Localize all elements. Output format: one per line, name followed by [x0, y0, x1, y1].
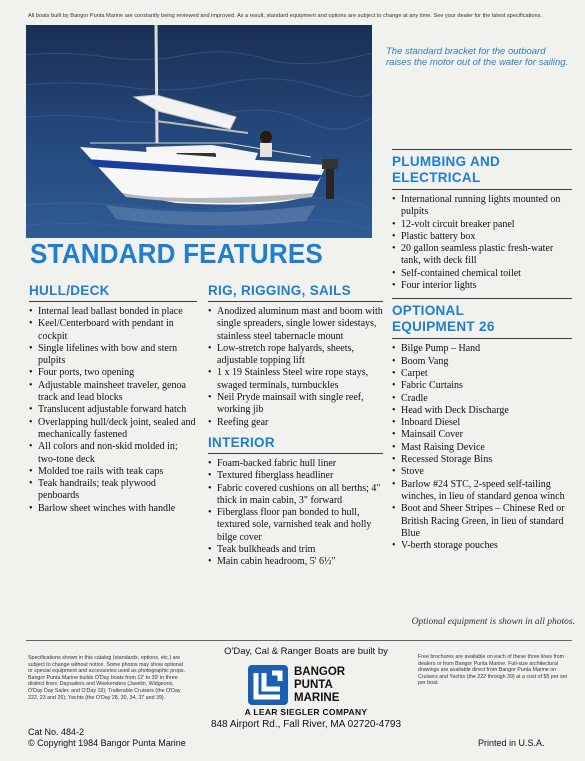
- feature-item: • Fabric covered cushions on all berths; 4" thick in main cabin, 3" forward: [208, 483, 383, 508]
- sailboat-photo: [26, 25, 372, 238]
- photo-caption: The standard bracket for the outboard raises the motor out of the water for sailing.: [386, 46, 569, 68]
- divider: [208, 301, 383, 302]
- divider: [392, 149, 572, 150]
- page-title: STANDARD FEATURES: [30, 238, 323, 269]
- company-line: A LEAR SIEGLER COMPANY: [244, 707, 368, 717]
- feature-item: • Overlapping hull/deck joint, sealed and mechanically fastened: [29, 417, 197, 442]
- feature-item: • Four ports, two opening: [29, 367, 197, 379]
- feature-item: • Head with Deck Discharge: [392, 405, 572, 417]
- hull-deck-heading: HULL/DECK: [29, 283, 110, 298]
- copyright: © Copyright 1984 Bangor Punta Marine: [28, 738, 186, 748]
- feature-item: • Barlow sheet winches with handle: [29, 503, 197, 515]
- feature-item: • Adjustable mainsheet traveler, genoa track and lead blocks: [29, 380, 197, 405]
- feature-item: • Teak bulkheads and trim: [208, 544, 383, 556]
- feature-item: • Anodized aluminum mast and boom with single spreaders, single lower sidestays, stainless steel tabernacle mount: [208, 306, 383, 343]
- hull-deck-section: [29, 283, 197, 515]
- disclaimer-text: All boats built by Bangor Punta Marine are constantly being reviewed and improved. As a result, standard equipment and options are subject to change at any time. See your dealer for the latest specifications.: [28, 13, 542, 19]
- plumbing-list: [392, 194, 572, 292]
- feature-item: • V-berth storage pouches: [392, 540, 572, 552]
- feature-item: • 12-volt circuit breaker panel: [392, 219, 572, 231]
- feature-item: • Plastic battery box: [392, 231, 572, 243]
- feature-item: • Mast Raising Device: [392, 442, 572, 454]
- feature-item: • Low-stretch rope halyards, sheets, adjustable topping lift: [208, 343, 383, 368]
- feature-item: • Fabric Curtains: [392, 380, 572, 392]
- feature-item: • Textured fiberglass headliner: [208, 470, 383, 482]
- bangor-punta-logo: [246, 663, 356, 709]
- optional-note: Optional equipment is shown in all photos.: [411, 617, 575, 627]
- feature-item: • Internal lead ballast bonded in place: [29, 306, 197, 318]
- printed-in: Printed in U.S.A.: [478, 738, 545, 748]
- rig-heading: RIG, RIGGING, SAILS: [208, 283, 351, 298]
- feature-item: • 20 gallon seamless plastic fresh-water tank, with deck fill: [392, 243, 572, 268]
- address-line: 848 Airport Rd., Fall River, MA 02720-4793: [210, 719, 402, 730]
- feature-item: • Teak handrails; teak plywood penboards: [29, 478, 197, 503]
- logo-line-3: MARINE: [294, 692, 340, 704]
- feature-item: • Stove: [392, 466, 572, 478]
- optional-heading-line2: EQUIPMENT 26: [392, 319, 495, 335]
- divider: [392, 338, 572, 339]
- logo-line-2: PUNTA: [294, 679, 333, 691]
- feature-item: • Inboard Diesel: [392, 417, 572, 429]
- feature-item: • Self-contained chemical toilet: [392, 268, 572, 280]
- feature-item: • Foam-backed fabric hull liner: [208, 458, 383, 470]
- feature-item: • Four interior lights: [392, 280, 572, 292]
- interior-list: [208, 458, 383, 569]
- feature-item: • International running lights mounted on pulpits: [392, 194, 572, 219]
- rig-section: [208, 283, 383, 569]
- feature-item: • Molded toe rails with teak caps: [29, 466, 197, 478]
- plumbing-section: [392, 149, 572, 552]
- feature-item: • 1 x 19 Stainless Steel wire rope stays, swaged terminals, turnbuckles: [208, 367, 383, 392]
- builders-line: O'Day, Cal & Ranger Boats are built by: [224, 646, 388, 657]
- feature-item: • Recessed Storage Bins: [392, 454, 572, 466]
- divider: [208, 453, 383, 454]
- feature-item: • Fiberglass floor pan bonded to hull, textured sole, varnished teak and holly bilge cover: [208, 507, 383, 544]
- divider: [29, 301, 197, 302]
- feature-item: • All colors and non-skid molded in; two-tone deck: [29, 441, 197, 466]
- catalog-info: [28, 727, 186, 749]
- feature-item: • Single lifelines with bow and stern pulpits: [29, 343, 197, 368]
- feature-item: • Boot and Sheer Stripes – Chinese Red or British Racing Green, in lieu of standard Blue: [392, 503, 572, 540]
- feature-item: • Cradle: [392, 393, 572, 405]
- feature-item: • Main cabin headroom, 5' 6½": [208, 556, 383, 568]
- catalog-number: Cat No. 484-2: [28, 727, 85, 737]
- optional-heading-line1: OPTIONAL: [392, 303, 465, 319]
- sailboat-illustration: [26, 25, 372, 238]
- feature-item: • Mainsail Cover: [392, 429, 572, 441]
- feature-item: • Barlow #24 STC, 2-speed self-tailing winches, in lieu of standard genoa winch: [392, 479, 572, 504]
- feature-item: • Translucent adjustable forward hatch: [29, 404, 197, 416]
- feature-item: • Boom Vang: [392, 356, 572, 368]
- divider: [392, 189, 572, 190]
- interior-heading: INTERIOR: [208, 434, 275, 450]
- footer-fine-print-right: Free brochures are available on each of these three lines from dealers or from Bangor Punta Marine. Full-size architectural drawings are available direct from Bangor Punta Marine on Cruisers and Yachts (the 222 through 39) at a cost of $5 per set per boat.: [418, 654, 568, 687]
- rig-list: [208, 306, 383, 429]
- footer-divider: [26, 640, 572, 641]
- divider: [392, 298, 572, 299]
- plumbing-heading-line1: PLUMBING AND: [392, 154, 501, 169]
- feature-item: • Carpet: [392, 368, 572, 380]
- plumbing-heading-line2: ELECTRICAL: [392, 170, 481, 185]
- optional-list: [392, 343, 572, 552]
- feature-item: • Keel/Centerboard with pendant in cockpit: [29, 318, 197, 343]
- feature-item: • Neil Pryde mainsail with single reef, working jib: [208, 392, 383, 417]
- feature-item: • Reefing gear: [208, 417, 383, 429]
- footer-fine-print-left: Specifications shown in this catalog (standards, options, etc.) are subject to change without notice. Some photos may show optional or special equipment and accessories used as photographic props. Bangor Punta Marine builds O'Day boats from 12' to 39' in three distinct lines: Daysailers and Weekenders (Javelin, Widgeons, O'Day Day Sailer, and O'Day 19); Trailerable Cruisers (the O'Day 222, 23 and 26); Yachts (the O'Day 28, 30, 34, 37 and 39).: [28, 655, 185, 701]
- logo-line-1: BANGOR: [294, 666, 346, 678]
- feature-item: • Bilge Pump – Hand: [392, 343, 572, 355]
- hull-deck-list: [29, 306, 197, 515]
